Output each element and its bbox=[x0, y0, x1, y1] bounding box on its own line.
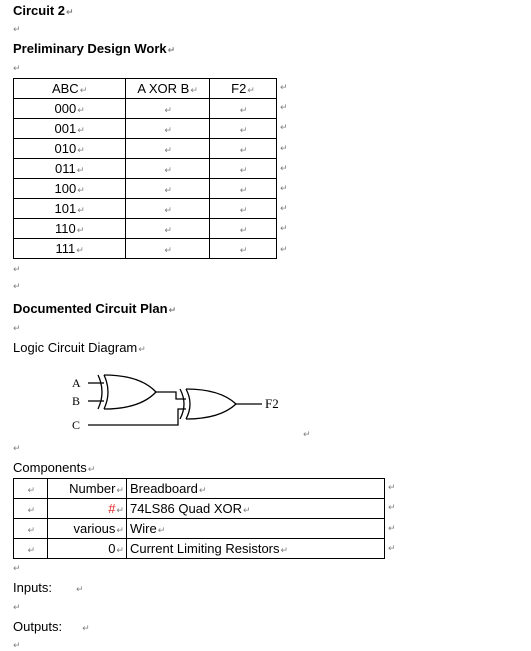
cell-mark: ↵ bbox=[116, 545, 124, 555]
components-item-cell bbox=[126, 479, 384, 499]
truth-table-cell bbox=[209, 219, 276, 239]
truth-table-cell bbox=[126, 159, 210, 179]
truth-table-row bbox=[14, 179, 277, 199]
components-row bbox=[14, 539, 385, 559]
row-end-mark: ↵ bbox=[280, 223, 288, 234]
cell-text: 100 bbox=[54, 181, 77, 196]
truth-table-cell bbox=[126, 139, 210, 159]
cell-text: 0 bbox=[108, 541, 116, 556]
diagram-caption-text: Logic Circuit Diagram bbox=[13, 340, 138, 355]
cell-mark: ↵ bbox=[247, 85, 255, 95]
cell-mark: ↵ bbox=[239, 125, 248, 135]
cell-mark: ↵ bbox=[239, 145, 248, 155]
paragraph-mark: ↵ bbox=[13, 323, 21, 333]
truth-table-row bbox=[14, 139, 277, 159]
cell-text: 74LS86 Quad XOR bbox=[129, 501, 242, 516]
outputs-line bbox=[13, 619, 90, 634]
truth-table-cell bbox=[209, 79, 276, 99]
cell-text: Breadboard bbox=[129, 481, 198, 496]
components-index-cell bbox=[14, 479, 48, 499]
cell-mark: ↵ bbox=[164, 125, 172, 135]
cell-text: ABC bbox=[51, 81, 79, 96]
components-number-cell bbox=[48, 499, 127, 519]
document-heading bbox=[13, 3, 74, 18]
cell-mark: ↵ bbox=[164, 225, 172, 235]
truth-table-cell bbox=[14, 119, 126, 139]
components-number-cell bbox=[48, 539, 127, 559]
paragraph-mark: ↵ bbox=[13, 264, 21, 274]
truth-table-cell bbox=[209, 239, 276, 259]
components-row bbox=[14, 499, 385, 519]
truth-table-cell bbox=[126, 99, 210, 119]
row-end-mark: ↵ bbox=[280, 243, 288, 254]
cell-mark: ↵ bbox=[76, 245, 84, 255]
components-number-cell bbox=[48, 479, 127, 499]
section-title-preliminary bbox=[13, 41, 175, 56]
input-b-label: B bbox=[72, 394, 81, 408]
cell-mark: ↵ bbox=[27, 525, 35, 535]
truth-table-cell bbox=[14, 79, 126, 99]
cell-text: Wire bbox=[129, 521, 157, 536]
paragraph-mark: ↵ bbox=[66, 7, 74, 17]
row-end-mark: ↵ bbox=[280, 203, 288, 214]
input-c-label: C bbox=[72, 418, 81, 432]
truth-table-cell bbox=[209, 99, 276, 119]
paragraph-mark: ↵ bbox=[13, 281, 21, 291]
cell-mark: ↵ bbox=[239, 245, 248, 255]
paragraph-mark: ↵ bbox=[168, 305, 177, 315]
components-caption bbox=[13, 460, 95, 475]
truth-table-cell bbox=[209, 139, 276, 159]
input-a-label: A bbox=[72, 376, 81, 390]
cell-mark: ↵ bbox=[116, 485, 124, 495]
cell-text: # bbox=[108, 501, 116, 516]
truth-table-cell bbox=[14, 139, 126, 159]
row-end-mark: ↵ bbox=[280, 102, 288, 113]
cell-mark: ↵ bbox=[76, 165, 85, 175]
row-end-mark: ↵ bbox=[280, 162, 288, 173]
truth-table-cell bbox=[209, 159, 276, 179]
cell-mark: ↵ bbox=[77, 145, 85, 155]
cell-text: 000 bbox=[54, 101, 77, 116]
components-caption-text: Components bbox=[13, 460, 87, 475]
cell-mark: ↵ bbox=[164, 245, 172, 255]
xor-gate-1 bbox=[98, 375, 156, 409]
cell-text: 010 bbox=[54, 141, 77, 156]
cell-mark: ↵ bbox=[77, 125, 85, 135]
row-end-mark: ↵ bbox=[388, 522, 396, 533]
truth-table-cell bbox=[126, 219, 210, 239]
truth-table-row bbox=[14, 199, 277, 219]
components-table bbox=[13, 478, 385, 559]
cell-mark: ↵ bbox=[164, 105, 172, 115]
truth-table-row bbox=[14, 159, 277, 179]
truth-table-cell bbox=[14, 239, 126, 259]
truth-table bbox=[13, 78, 277, 259]
paragraph-mark: ↵ bbox=[303, 429, 311, 439]
cell-mark: ↵ bbox=[198, 485, 207, 495]
truth-table-header-row bbox=[14, 79, 277, 99]
truth-table-cell bbox=[126, 79, 210, 99]
cell-mark: ↵ bbox=[77, 185, 85, 195]
cell-text: 001 bbox=[54, 121, 77, 136]
cell-mark: ↵ bbox=[239, 165, 248, 175]
components-row bbox=[14, 519, 385, 539]
cell-mark: ↵ bbox=[190, 85, 198, 95]
paragraph-mark: ↵ bbox=[13, 63, 21, 73]
paragraph-mark: ↵ bbox=[87, 464, 96, 474]
components-index-cell bbox=[14, 499, 48, 519]
paragraph-mark: ↵ bbox=[13, 443, 21, 453]
row-end-mark: ↵ bbox=[388, 502, 396, 513]
cell-mark: ↵ bbox=[164, 185, 172, 195]
truth-table-row bbox=[14, 219, 277, 239]
row-end-mark: ↵ bbox=[280, 82, 288, 92]
cell-mark: ↵ bbox=[77, 205, 85, 215]
xor-gate-2 bbox=[180, 389, 236, 419]
cell-mark: ↵ bbox=[239, 225, 248, 235]
truth-table-cell bbox=[14, 199, 126, 219]
truth-table-cell bbox=[14, 219, 126, 239]
cell-mark: ↵ bbox=[27, 545, 35, 555]
section-title-circuit-plan bbox=[13, 301, 176, 316]
row-end-mark: ↵ bbox=[280, 142, 288, 153]
paragraph-mark: ↵ bbox=[138, 344, 146, 354]
components-index-cell bbox=[14, 519, 48, 539]
wire-c bbox=[88, 409, 186, 425]
cell-mark: ↵ bbox=[79, 85, 88, 95]
cell-text: F2 bbox=[231, 81, 247, 96]
components-item-cell bbox=[126, 499, 384, 519]
cell-mark: ↵ bbox=[27, 505, 35, 515]
truth-table-row bbox=[14, 99, 277, 119]
components-row bbox=[14, 479, 385, 499]
cell-text: Number bbox=[69, 481, 116, 496]
paragraph-mark: ↵ bbox=[13, 640, 21, 650]
logic-circuit-diagram bbox=[60, 365, 320, 440]
paragraph-mark: ↵ bbox=[13, 602, 21, 612]
cell-text: various bbox=[73, 521, 116, 536]
section-title-text: Documented Circuit Plan bbox=[13, 301, 168, 316]
paragraph-mark: ↵ bbox=[13, 563, 21, 573]
paragraph-mark: ↵ bbox=[167, 45, 176, 55]
cell-mark: ↵ bbox=[164, 145, 172, 155]
cell-mark: ↵ bbox=[239, 185, 248, 195]
inputs-line bbox=[13, 580, 84, 595]
truth-table-cell bbox=[126, 179, 210, 199]
cell-mark: ↵ bbox=[239, 105, 248, 115]
truth-table-cell bbox=[209, 179, 276, 199]
truth-table-cell bbox=[126, 239, 210, 259]
row-end-mark: ↵ bbox=[388, 542, 396, 553]
truth-table-cell bbox=[126, 119, 210, 139]
components-index-cell bbox=[14, 539, 48, 559]
truth-table-cell bbox=[14, 159, 126, 179]
cell-mark: ↵ bbox=[157, 525, 166, 535]
cell-mark: ↵ bbox=[116, 505, 124, 515]
cell-text: Current Limiting Resistors bbox=[129, 541, 280, 556]
cell-mark: ↵ bbox=[164, 165, 172, 175]
inputs-label: Inputs: bbox=[13, 580, 53, 595]
section-title-text: Preliminary Design Work bbox=[13, 41, 167, 56]
truth-table-cell bbox=[14, 179, 126, 199]
cell-text: 111 bbox=[55, 241, 76, 256]
truth-table-cell bbox=[126, 199, 210, 219]
cell-mark: ↵ bbox=[77, 105, 85, 115]
cell-mark: ↵ bbox=[76, 225, 85, 235]
outputs-label: Outputs: bbox=[13, 619, 63, 634]
diagram-caption bbox=[13, 340, 146, 355]
paragraph-mark: ↵ bbox=[76, 584, 84, 594]
truth-table-cell bbox=[209, 199, 276, 219]
truth-table-row bbox=[14, 119, 277, 139]
cell-text: 011 bbox=[54, 161, 76, 176]
paragraph-mark: ↵ bbox=[82, 623, 90, 633]
heading-text: Circuit 2 bbox=[13, 3, 66, 18]
row-end-mark: ↵ bbox=[388, 482, 396, 492]
paragraph-mark: ↵ bbox=[13, 24, 21, 34]
cell-mark: ↵ bbox=[27, 485, 35, 495]
cell-mark: ↵ bbox=[116, 525, 124, 535]
cell-mark: ↵ bbox=[164, 205, 172, 215]
row-end-mark: ↵ bbox=[280, 183, 288, 193]
cell-mark: ↵ bbox=[243, 505, 251, 515]
truth-table-cell bbox=[209, 119, 276, 139]
cell-text: 101 bbox=[54, 201, 77, 216]
output-f2-label: F2 bbox=[265, 396, 279, 411]
cell-text: 110 bbox=[54, 221, 76, 236]
cell-mark: ↵ bbox=[280, 545, 289, 555]
cell-mark: ↵ bbox=[239, 205, 248, 215]
components-item-cell bbox=[126, 519, 384, 539]
truth-table-row bbox=[14, 239, 277, 259]
row-end-mark: ↵ bbox=[280, 122, 288, 133]
cell-text: A XOR B bbox=[137, 81, 190, 96]
truth-table-cell bbox=[14, 99, 126, 119]
components-number-cell bbox=[48, 519, 127, 539]
components-item-cell bbox=[126, 539, 384, 559]
